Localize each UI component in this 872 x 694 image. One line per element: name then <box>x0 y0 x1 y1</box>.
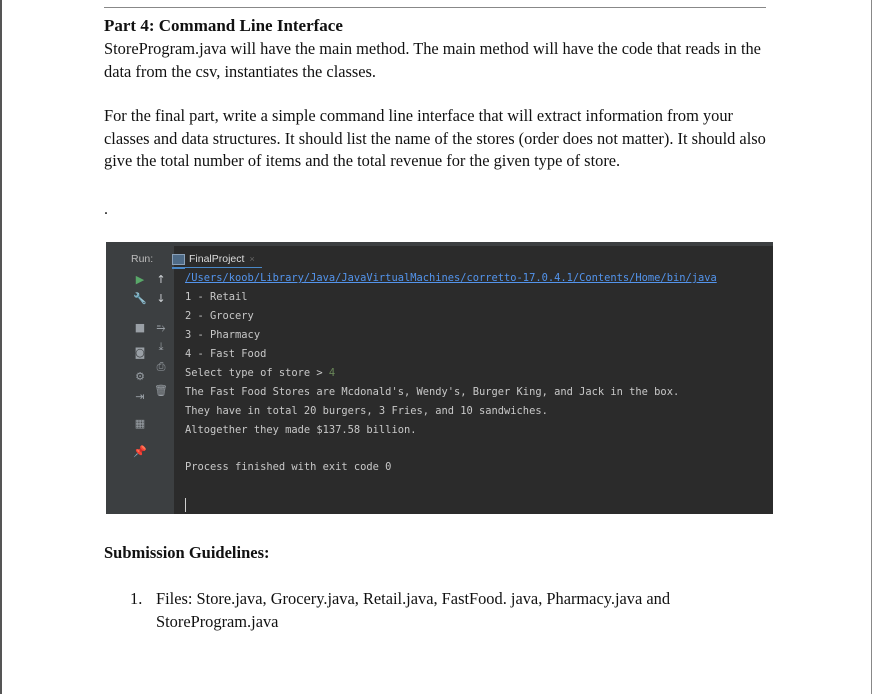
exit-icon[interactable]: ⇥ <box>135 390 145 403</box>
user-input: 4 <box>328 367 336 379</box>
layout-icon[interactable]: ▦ <box>134 417 146 430</box>
page-left-border <box>0 0 2 694</box>
tab-label: FinalProject <box>189 253 245 265</box>
menu-option-2: 2 - Grocery <box>185 310 254 322</box>
prompt-text: Select type of store > <box>185 367 329 379</box>
wrench-icon[interactable]: 🔧 <box>133 292 147 305</box>
paragraph-2: For the final part, write a simple command line interface that will extract information from your classes and data structures. It should list the name of the stores (order does not matter). It should also give the total number of items and the total revenue for the given type of store. <box>104 106 766 170</box>
java-path-link[interactable]: /Users/koob/Library/Java/JavaVirtualMachines/corretto-17.0.4.1/Contents/Home/bin/java <box>185 272 717 284</box>
down-arrow-icon[interactable]: ↓ <box>156 292 166 305</box>
settings-icon[interactable]: ⚙ <box>135 370 145 383</box>
menu-option-1: 1 - Retail <box>185 291 248 303</box>
submission-heading: Submission Guidelines: <box>104 543 270 562</box>
play-icon[interactable]: ▶ <box>135 273 145 286</box>
stray-dot: . <box>104 201 108 218</box>
section-heading: Part 4: Command Line Interface <box>104 16 343 35</box>
list-number: 1. <box>130 589 143 608</box>
ide-top-border <box>106 242 773 246</box>
document-body <box>104 15 774 218</box>
menu-option-3: 3 - Pharmacy <box>185 329 261 341</box>
console-output[interactable] <box>185 268 773 514</box>
exit-message: Process finished with exit code 0 <box>185 461 392 473</box>
scroll-to-end-icon[interactable]: ⤓ <box>158 340 164 353</box>
trash-icon[interactable]: 🗑 <box>154 384 168 397</box>
top-rule <box>104 7 766 8</box>
result-revenue: Altogether they made $137.58 billion. <box>185 424 417 436</box>
tab-finalproject[interactable] <box>172 250 255 268</box>
result-stores: The Fast Food Stores are Mcdonald's, Wendy's, Burger King, and Jack in the box. <box>185 386 680 398</box>
ide-run-panel <box>106 242 773 514</box>
pin-icon[interactable]: 📌 <box>133 445 147 458</box>
paragraph-1: StoreProgram.java will have the main method. The main method will have the code that reads in the data from the csv, instantiates the classes. <box>104 39 761 81</box>
soft-wrap-icon[interactable]: ⥱ <box>156 321 166 334</box>
stop-icon[interactable]: ■ <box>134 321 146 334</box>
close-icon[interactable]: × <box>249 254 255 264</box>
print-icon[interactable]: ⎙ <box>156 360 166 373</box>
store-type-prompt <box>185 367 335 379</box>
text-cursor <box>185 498 186 512</box>
menu-option-4: 4 - Fast Food <box>185 348 267 360</box>
result-items: They have in total 20 burgers, 3 Fries, and 10 sandwiches. <box>185 405 548 417</box>
camera-icon[interactable]: ◙ <box>134 346 146 359</box>
up-arrow-icon[interactable]: ↑ <box>156 273 166 286</box>
run-label: Run: <box>131 253 154 265</box>
run-config-icon <box>172 254 185 265</box>
list-text: Files: Store.java, Grocery.java, Retail.java, FastFood. java, Pharmacy.java and StoreProgram.java <box>156 589 671 631</box>
